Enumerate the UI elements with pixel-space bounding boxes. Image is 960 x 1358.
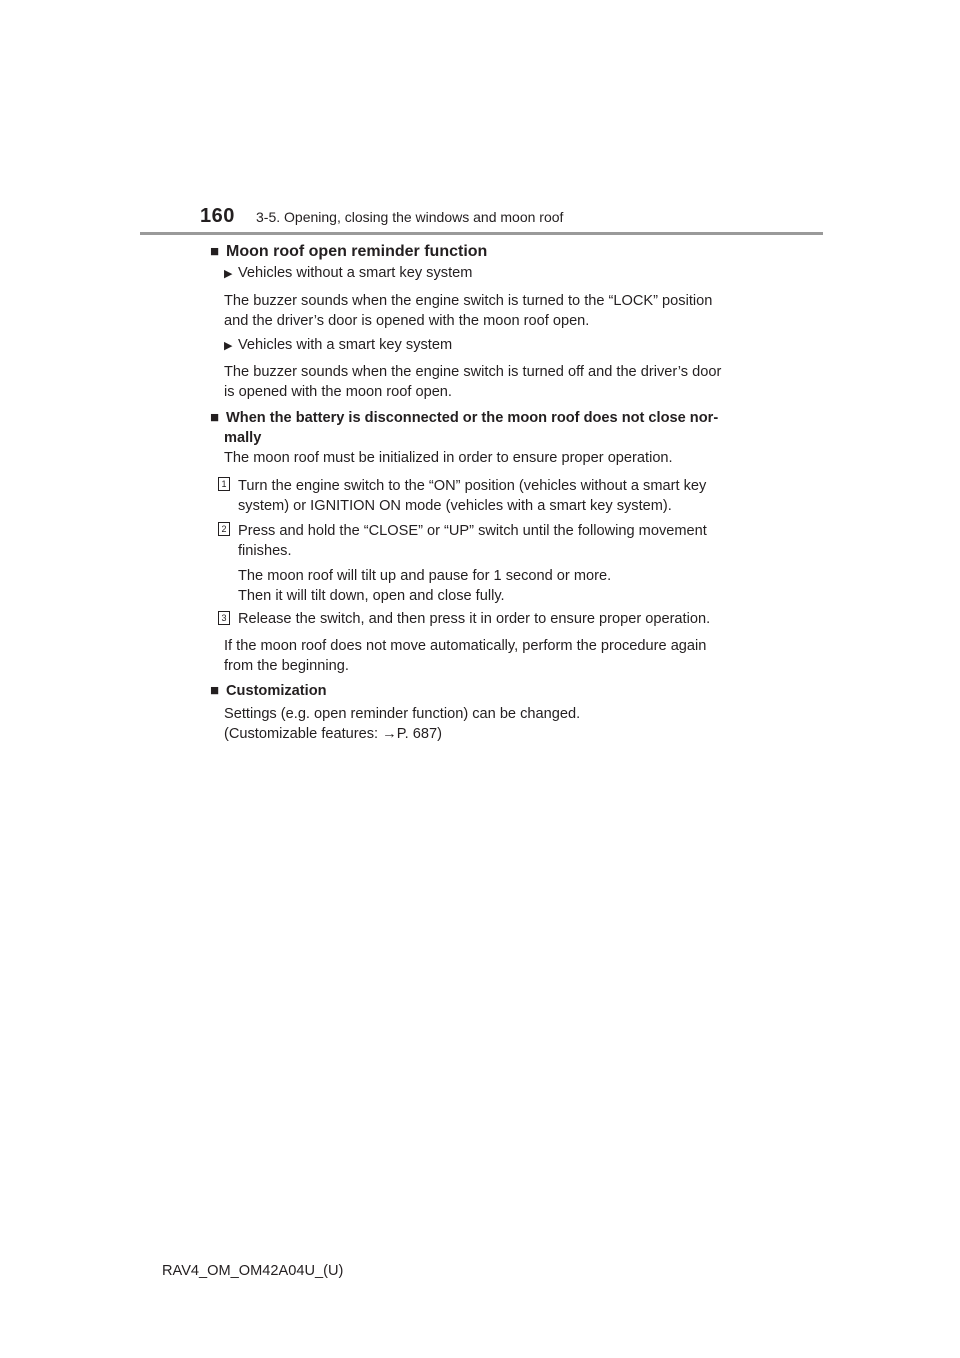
- step-3-text: Release the switch, and then press it in order to ensure proper operation.: [238, 611, 711, 627]
- section-marker-icon: ■: [210, 682, 220, 699]
- page-reference-link[interactable]: (Customizable features: →P. 687): [224, 726, 442, 742]
- section-marker-icon: ■: [210, 243, 220, 260]
- page-header: [200, 205, 820, 229]
- step-2-text: Press and hold the “CLOSE” or “UP” switch until the following movement finishes.: [238, 523, 707, 559]
- paragraph-customization: Settings (e.g. open reminder function) can be changed. (Customizable features: →P. 687): [224, 706, 581, 742]
- step-1-text: Turn the engine switch to the “ON” position (vehicles without a smart key system) or IGNITION ON mode (vehicles with a smart key system).: [238, 478, 707, 514]
- sub-heading-no-smart-key: ▶ Vehicles without a smart key system: [224, 265, 473, 281]
- section-heading-reminder: ■ Moon roof open reminder function: [210, 243, 488, 260]
- sub-heading-smart-key: ▶ Vehicles with a smart key system: [224, 337, 453, 353]
- step-2-note: The moon roof will tilt up and pause for 1 second or more. Then it will tilt down, open and close fully.: [238, 568, 612, 604]
- paragraph-smart-key: The buzzer sounds when the engine switch is turned off and the driver’s door is opened with the moon roof open.: [224, 364, 722, 400]
- section-heading-battery: ■ When the battery is disconnected or the moon roof does not close nor- mally: [210, 409, 719, 446]
- step-number-badge: 3: [218, 611, 230, 625]
- paragraph-retry: If the moon roof does not move automatically, perform the procedure again from the beginning.: [224, 638, 707, 674]
- section-heading-customization: ■ Customization: [210, 682, 327, 699]
- page-number: 160: [200, 205, 235, 227]
- chapter-title: 3-5. Opening, closing the windows and moon roof: [256, 209, 564, 225]
- step-number-badge: 2: [218, 522, 230, 536]
- header-rule: [140, 232, 823, 235]
- triangle-right-icon: ▶: [224, 268, 233, 280]
- paragraph-no-smart-key: The buzzer sounds when the engine switch is turned to the “LOCK” position and the driver’s door is opened with the moon roof open.: [224, 293, 713, 329]
- step-number-badge: 1: [218, 477, 230, 491]
- section-marker-icon: ■: [210, 409, 220, 426]
- triangle-right-icon: ▶: [224, 340, 233, 352]
- paragraph-initialize: The moon roof must be initialized in order to ensure proper operation.: [224, 450, 673, 466]
- document-code: RAV4_OM_OM42A04U_(U): [162, 1263, 344, 1279]
